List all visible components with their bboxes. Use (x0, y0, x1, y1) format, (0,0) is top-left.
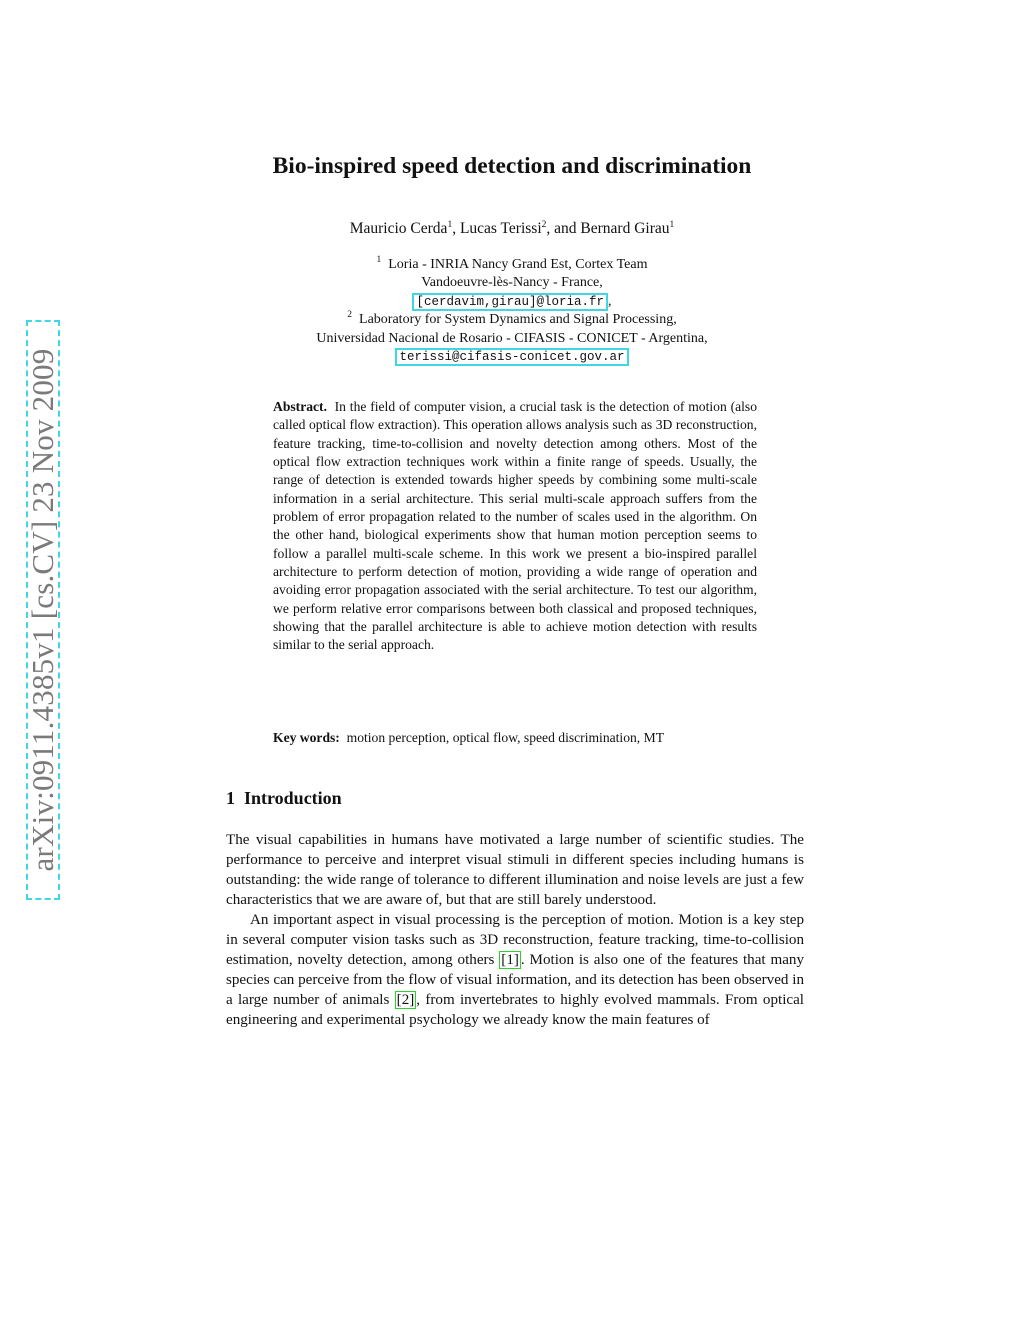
arxiv-id-label: arXiv:0911.4385v1 [cs.CV] 23 Nov 2009 (25, 348, 60, 872)
section-title: Introduction (244, 788, 342, 808)
email-link[interactable]: terissi@cifasis-conicet.gov.ar (395, 348, 628, 366)
body-text (226, 830, 804, 1030)
author-name: Bernard Girau (580, 220, 670, 237)
affiliation-2-line2: Universidad Nacional de Rosario - CIFASIS - CONICET - Argentina, (316, 330, 708, 346)
email-link[interactable]: [cerdavim,girau]@loria.fr (412, 293, 608, 311)
affiliation-mark: 1 (447, 220, 453, 230)
section-number: 1 (226, 788, 235, 808)
affiliation-mark: 1 (669, 220, 675, 230)
affiliation-1-line2: Vandoeuvre-lès-Nancy - France, (421, 275, 603, 291)
keywords-text: motion perception, optical flow, speed discrimination, MT (346, 730, 664, 745)
citation-link[interactable]: [2] (396, 992, 415, 1008)
affiliations (0, 256, 1024, 366)
affiliation-mark: 1 (376, 255, 382, 265)
affiliation-mark: 2 (347, 310, 353, 321)
abstract-label: Abstract. (273, 399, 327, 414)
keywords (273, 729, 757, 747)
author-name: Mauricio Cerda (349, 220, 448, 237)
section-heading (226, 788, 342, 809)
affiliation-1-line1: $^1$ Loria - INRIA Nancy Grand Est, Cortex Team (376, 255, 648, 272)
author-list (0, 220, 1024, 238)
affiliation-2-line1: $^2$ Laboratory for System Dynamics and Signal Processing, (347, 310, 677, 328)
paper-title: Bio-inspired speed detection and discrimination (272, 153, 752, 179)
author-separator: , and (546, 220, 581, 237)
author-separator: , (452, 220, 460, 237)
abstract-text: In the field of computer vision, a crucial task is the detection of motion (also called optical flow extraction). This operation allows analysis such as 3D reconstruction, feature tracking, time-to-collision and novelty detection among others. Most of the optical flow extraction techniques work within a finite range of speeds. Usually, the range of detection is extended towards higher speeds by combining some multi-scale information in a serial architecture. This serial multi-scale approach suffers from the problem of error propagation related to the number of scales used in the algorithm. On the other hand, biological experiments show that human motion perception seems to follow a parallel multi-scale scheme. In this work we present a bio-inspired parallel architecture to perform detection of motion, providing a wide range of operation and avoiding error propagation associated with the serial architecture. To test our algorithm, we perform relative error comparisons between both classical and proposed techniques, showing that the parallel architecture is able to achieve motion detection with results similar to the serial approach. (273, 399, 757, 653)
keywords-label: Key words: (273, 730, 340, 745)
paragraph: The visual capabilities in humans have motivated a large number of scientific studies. The performance to perceive and interpret visual stimuli in different species including humans is outstanding: the wide range of tolerance to different illumination and noise levels are just a few characteristics that we are aware of, but that are still barely understood. (226, 832, 804, 908)
affiliation-1-email-line: [cerdavim,girau]@loria.fr , (0, 293, 1024, 311)
author-name: Lucas Terissi (459, 220, 542, 237)
abstract (273, 398, 757, 655)
paragraph: An important aspect in visual processing is the perception of motion. Motion is a key step in several computer vision tasks such as 3D reconstruction, feature tracking, time-to-collision estimation, novelty detection, among others [1] . Motion is also one of the features that many species can perceive from the flow of visual information, and its detection has been observed in a large number of animals [2] , from invertebrates to highly evolved mammals. From optical engineering and experimental psychology we already know the main features of (226, 912, 804, 1028)
affiliation-mark: 2 (541, 220, 547, 230)
citation-link[interactable]: [1] (501, 952, 519, 968)
arxiv-sidebar-stamp[interactable] (26, 320, 60, 900)
affiliation-2-email-line (0, 348, 1024, 366)
